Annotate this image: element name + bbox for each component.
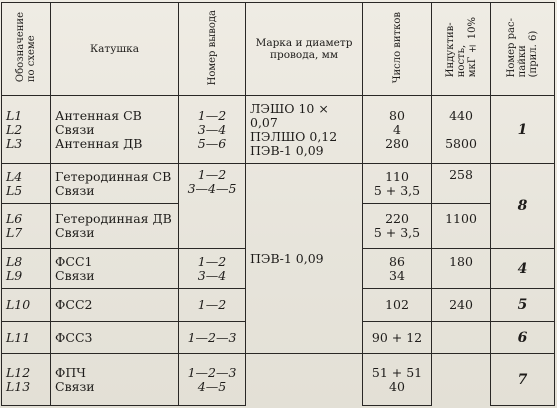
cell-inductance: 180 [432,249,491,289]
cell-turns: 220 5 + 3,5 [363,204,432,249]
cell-coil: ФСС3 [51,322,179,354]
cell-inductance: 440 5800 [432,96,491,164]
cell-coil: Гетеродинная ДВ Связи [51,204,179,249]
header-row [2,3,555,96]
cell-inductance: 240 [432,289,491,322]
cell-designation: L8 L9 [2,249,51,289]
cell-layout: 6 [491,322,555,354]
cell-designation: L10 [2,289,51,322]
header-inductance: Индуктив- ность, мкГ ± 10% [432,3,491,96]
cell-designation: L12 L13 [2,354,51,406]
header-coil: Катушка [51,3,179,96]
cell-turns: 80 4 280 [363,96,432,164]
cell-wire-shared: ПЭВ-1 0,09 [246,164,363,354]
header-turns: Число витков [363,3,432,96]
cell-pins: 1—2 3—4—5 [179,164,246,249]
cell-pins: 1—2 3—4 [179,249,246,289]
cell-pins: 1—2—3 [179,322,246,354]
header-pin: Номер вывода [179,3,246,96]
cell-turns: 90 + 12 [363,322,432,354]
header-wire: Марка и диаметр провода, мм [246,3,363,96]
table-row [2,354,555,406]
header-layout: Номер рас- пайки (прил. 6) [491,3,555,96]
coil-data-table [1,2,555,406]
cell-pins: 1—2—3 4—5 [179,354,246,406]
cell-designation: L11 [2,322,51,354]
cell-inductance-empty [432,322,491,354]
cell-layout: 5 [491,289,555,322]
cell-turns: 102 [363,289,432,322]
cell-coil: Антенная СВ Связи Антенная ДВ [51,96,179,164]
header-designation: Обозначение по схеме [2,3,51,96]
cell-layout: 4 [491,249,555,289]
cell-inductance: 1100 [432,204,491,249]
table-row [2,164,555,204]
cell-designation: L4 L5 [2,164,51,204]
cell-turns: 51 + 51 40 [363,354,432,406]
cell-turns: 86 34 [363,249,432,289]
cell-layout: 7 [491,354,555,406]
cell-designation: L1 L2 L3 [2,96,51,164]
table-row [2,96,555,164]
cell-pins: 1—2 3—4 5—6 [179,96,246,164]
cell-coil: ФПЧ Связи [51,354,179,406]
cell-pins: 1—2 [179,289,246,322]
cell-turns: 110 5 + 3,5 [363,164,432,204]
cell-wire: ЛЭШО 10 × 0,07 ПЭЛШО 0,12 ПЭВ-1 0,09 [246,96,363,164]
cell-wire-empty [246,354,363,406]
cell-designation: L6 L7 [2,204,51,249]
cell-layout-shared: 8 [491,164,555,249]
cell-coil: ФСС2 [51,289,179,322]
cell-inductance: 258 [432,164,491,204]
cell-layout: 1 [491,96,555,164]
cell-coil: ФСС1 Связи [51,249,179,289]
cell-inductance-empty [432,354,491,406]
cell-coil: Гетеродинная СВ Связи [51,164,179,204]
